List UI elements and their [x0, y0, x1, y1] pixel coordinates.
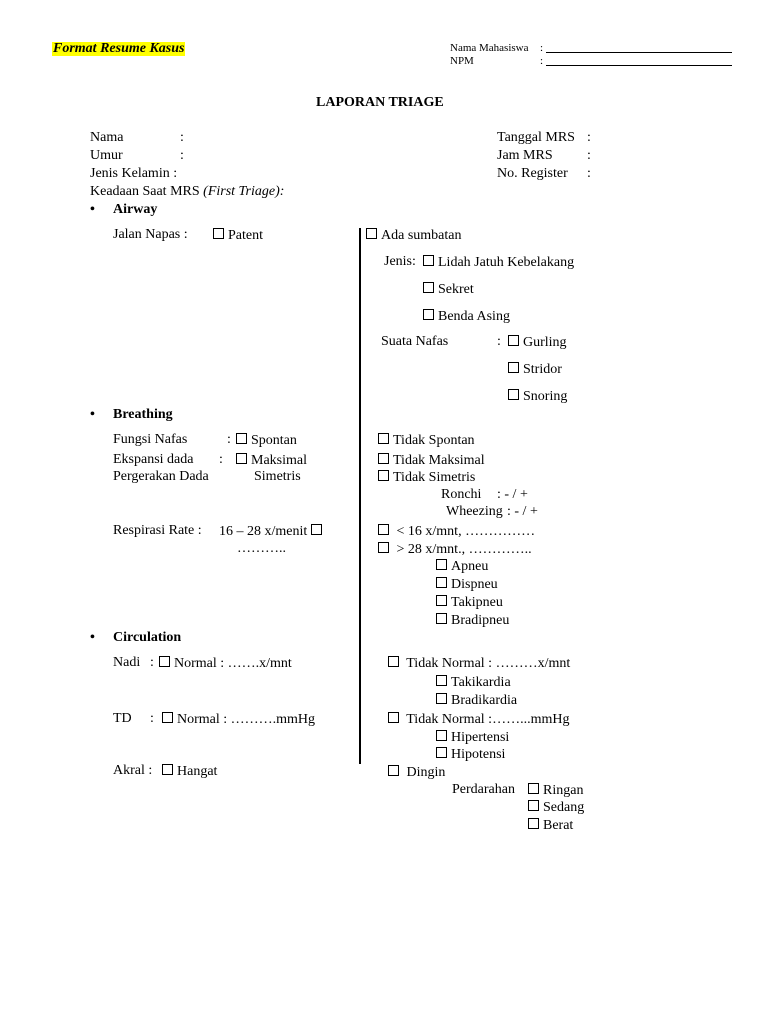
circulation-heading: Circulation: [113, 630, 182, 645]
rr-normal-checkbox[interactable]: [311, 524, 322, 535]
rr-dots: ………..: [237, 541, 286, 556]
maksimal-option[interactable]: Maksimal: [236, 453, 307, 468]
benda-asing-checkbox[interactable]: [423, 309, 434, 320]
tanggal-mrs-colon: :: [587, 130, 591, 145]
fungsi-nafas-label: Fungsi Nafas: [113, 432, 188, 447]
ekspansi-dada-colon: :: [219, 452, 223, 467]
circulation-bullet: •: [90, 630, 95, 645]
nama-colon: :: [180, 130, 184, 145]
npm-label: NPM: [450, 55, 474, 67]
berat-checkbox[interactable]: [528, 818, 539, 829]
benda-asing-option[interactable]: Benda Asing: [423, 309, 510, 324]
rr-normal-option[interactable]: 16 – 28 x/menit: [219, 524, 326, 539]
rr-high-option[interactable]: > 28 x/mnt., …………..: [378, 542, 532, 557]
sedang-option[interactable]: Sedang: [528, 800, 584, 815]
berat-option[interactable]: Berat: [528, 818, 573, 833]
gurling-checkbox[interactable]: [508, 335, 519, 346]
format-label: Format Resume Kasus: [53, 41, 185, 56]
lidah-checkbox[interactable]: [423, 255, 434, 266]
jenis-label: Jenis:: [384, 254, 416, 269]
rr-low-checkbox[interactable]: [378, 524, 389, 535]
no-register-label: No. Register: [497, 166, 568, 181]
patent-checkbox[interactable]: [213, 228, 224, 239]
pergerakan-dada-label: Pergerakan Dada: [113, 469, 209, 484]
umur-colon: :: [180, 148, 184, 163]
keadaan-label: Keadaan Saat MRS (First Triage):: [90, 184, 285, 199]
stridor-option[interactable]: Stridor: [508, 362, 562, 377]
ronchi-value: : - / +: [497, 487, 528, 502]
dingin-option[interactable]: Dingin: [388, 765, 445, 780]
snoring-option[interactable]: Snoring: [508, 389, 567, 404]
no-register-colon: :: [587, 166, 591, 181]
takikardia-checkbox[interactable]: [436, 675, 447, 686]
npm-field[interactable]: [546, 65, 732, 66]
hipotensi-checkbox[interactable]: [436, 747, 447, 758]
sekret-option[interactable]: Sekret: [423, 282, 474, 297]
spontan-option[interactable]: Spontan: [236, 433, 297, 448]
hipertensi-checkbox[interactable]: [436, 730, 447, 741]
td-colon: :: [150, 711, 154, 726]
td-normal-checkbox[interactable]: [162, 712, 173, 723]
snoring-checkbox[interactable]: [508, 389, 519, 400]
gurling-option[interactable]: Gurling: [508, 335, 567, 350]
suara-nafas-colon: :: [497, 334, 501, 349]
wheezing-label: Wheezing: [446, 504, 503, 519]
tidak-simetris-checkbox[interactable]: [378, 470, 389, 481]
td-tidak-normal-option[interactable]: Tidak Normal :……...mmHg: [388, 712, 569, 727]
tidak-maksimal-option[interactable]: Tidak Maksimal: [378, 453, 485, 468]
td-tidak-normal-checkbox[interactable]: [388, 712, 399, 723]
nadi-tidak-normal-option[interactable]: Tidak Normal : ………x/mnt: [388, 656, 570, 671]
nadi-normal-checkbox[interactable]: [159, 656, 170, 667]
dispneu-checkbox[interactable]: [436, 577, 447, 588]
npm-colon: :: [540, 55, 544, 67]
respirasi-rate-label: Respirasi Rate :: [113, 523, 202, 538]
takikardia-option[interactable]: Takikardia: [436, 675, 511, 690]
bradipneu-checkbox[interactable]: [436, 613, 447, 624]
bradipneu-option[interactable]: Bradipneu: [436, 613, 509, 628]
bradikardia-option[interactable]: Bradikardia: [436, 693, 517, 708]
nadi-label: Nadi: [113, 655, 141, 670]
simetris-label: Simetris: [254, 469, 301, 484]
ekspansi-dada-label: Ekspansi dada: [113, 452, 194, 467]
ringan-option[interactable]: Ringan: [528, 783, 583, 798]
jalan-napas-label: Jalan Napas :: [113, 227, 188, 242]
nama-label: Nama: [90, 130, 124, 145]
maksimal-checkbox[interactable]: [236, 453, 247, 464]
nadi-tidak-normal-checkbox[interactable]: [388, 656, 399, 667]
hangat-checkbox[interactable]: [162, 764, 173, 775]
page-title: LAPORAN TRIAGE: [316, 95, 444, 110]
nama-mahasiswa-label: Nama Mahasiswa: [450, 42, 529, 54]
spontan-checkbox[interactable]: [236, 433, 247, 444]
dispneu-option[interactable]: Dispneu: [436, 577, 498, 592]
wheezing-value: : - / +: [507, 504, 538, 519]
nadi-normal-option[interactable]: Normal : …….x/mnt: [159, 656, 292, 671]
jam-mrs-label: Jam MRS: [497, 148, 553, 163]
tanggal-mrs-label: Tanggal MRS: [497, 130, 575, 145]
takipneu-checkbox[interactable]: [436, 595, 447, 606]
suara-nafas-label: Suata Nafas: [381, 334, 449, 349]
ada-sumbatan-checkbox[interactable]: [366, 228, 377, 239]
perdarahan-label: Perdarahan: [452, 782, 515, 797]
nama-mahasiswa-colon: :: [540, 42, 544, 54]
sekret-checkbox[interactable]: [423, 282, 434, 293]
dingin-checkbox[interactable]: [388, 765, 399, 776]
jam-mrs-colon: :: [587, 148, 591, 163]
rr-high-checkbox[interactable]: [378, 542, 389, 553]
airway-heading: Airway: [113, 202, 158, 217]
tidak-simetris-option[interactable]: Tidak Simetris: [378, 470, 475, 485]
ronchi-label: Ronchi: [441, 487, 482, 502]
rr-low-option[interactable]: < 16 x/mnt, ……………: [378, 524, 535, 539]
hangat-option[interactable]: Hangat: [162, 764, 217, 779]
nadi-colon: :: [150, 655, 154, 670]
tidak-spontan-checkbox[interactable]: [378, 433, 389, 444]
bradikardia-checkbox[interactable]: [436, 693, 447, 704]
stridor-checkbox[interactable]: [508, 362, 519, 373]
apneu-option[interactable]: Apneu: [436, 559, 488, 574]
hipotensi-option[interactable]: Hipotensi: [436, 747, 505, 762]
breathing-heading: Breathing: [113, 407, 173, 422]
tidak-maksimal-checkbox[interactable]: [378, 453, 389, 464]
lidah-option[interactable]: Lidah Jatuh Kebelakang: [423, 255, 574, 270]
td-normal-option[interactable]: Normal : ……….mmHg: [162, 712, 315, 727]
airway-bullet: •: [90, 202, 95, 217]
apneu-checkbox[interactable]: [436, 559, 447, 570]
td-label: TD: [113, 711, 132, 726]
umur-label: Umur: [90, 148, 123, 163]
jenis-kelamin-label: Jenis Kelamin :: [90, 166, 178, 181]
nama-mahasiswa-field[interactable]: [546, 52, 732, 53]
ringan-checkbox[interactable]: [528, 783, 539, 794]
column-divider: [359, 228, 361, 764]
breathing-bullet: •: [90, 407, 95, 422]
akral-label: Akral :: [113, 763, 153, 778]
ada-sumbatan-option[interactable]: Ada sumbatan: [366, 228, 461, 243]
hipertensi-option[interactable]: Hipertensi: [436, 730, 509, 745]
sedang-checkbox[interactable]: [528, 800, 539, 811]
fungsi-nafas-colon: :: [227, 432, 231, 447]
tidak-spontan-option[interactable]: Tidak Spontan: [378, 433, 475, 448]
patent-option[interactable]: Patent: [213, 228, 263, 243]
takipneu-option[interactable]: Takipneu: [436, 595, 503, 610]
